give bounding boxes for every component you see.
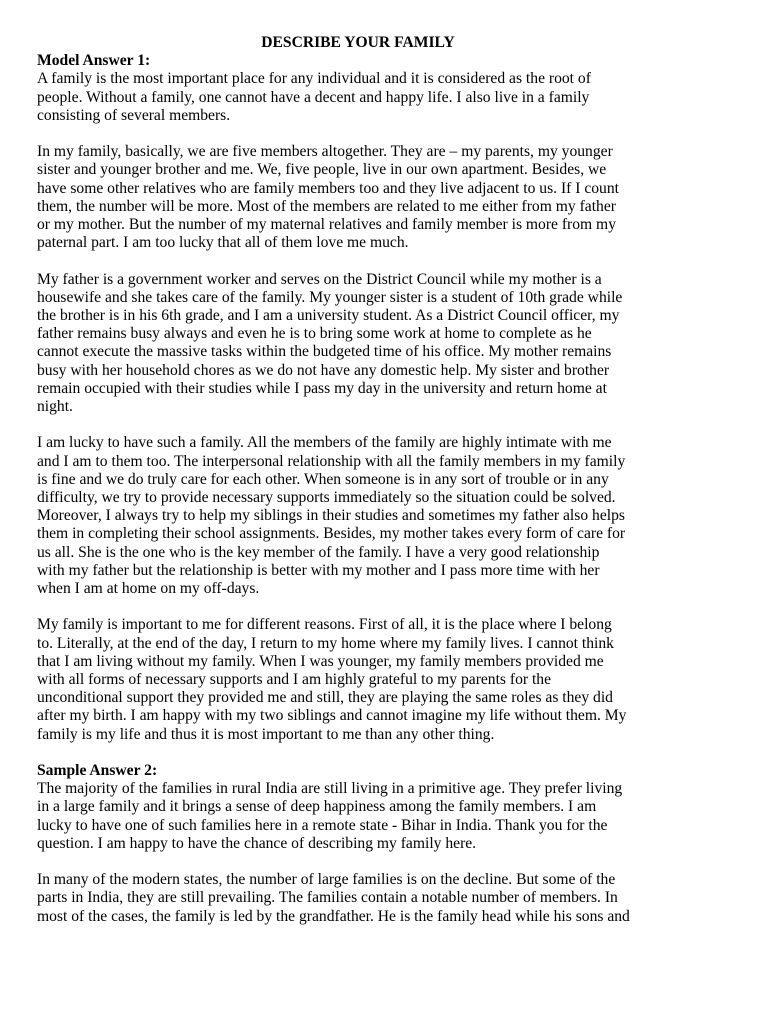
- text-line: The majority of the families in rural India are still living in a primitive age. They prefer living: [37, 780, 623, 798]
- text-line: paternal part. I am too lucky that all of them love me much.: [37, 234, 409, 252]
- paragraph: [37, 616, 677, 743]
- text-line: family is my life and thus it is most important to me than any other thing.: [37, 725, 495, 743]
- text-line: housewife and she takes care of the family. My younger sister is a student of 10th grade while: [37, 288, 623, 306]
- text-line: and I am to them too. The interpersonal relationship with all the family members in my family: [37, 452, 626, 470]
- text-line: or my mother. But the number of my maternal relatives and family member is more from my: [37, 216, 616, 234]
- text-line: lucky to have one of such families here in a remote state - Bihar in India. Thank you for the: [37, 816, 608, 834]
- text-line: when I am at home on my off-days.: [37, 580, 260, 598]
- text-line: father remains busy always and even he is to bring some work at home to complete as he: [37, 325, 592, 343]
- document-page: [37, 34, 677, 926]
- paragraph: [37, 871, 677, 926]
- text-line: them in completing their school assignments. Besides, my mother takes every form of care for: [37, 525, 626, 543]
- paragraph-spacer: [37, 252, 677, 270]
- text-line: to. Literally, at the end of the day, I return to my home where my family lives. I cannot think: [37, 634, 614, 652]
- paragraph-spacer: [37, 598, 677, 616]
- text-line: in a large family and it brings a sense of deep happiness among the family members. I am: [37, 798, 597, 816]
- paragraph-spacer: [37, 416, 677, 434]
- text-line: remain occupied with their studies while I pass my day in the university and return home at: [37, 379, 607, 397]
- text-line: with all forms of necessary supports and I am highly grateful to my parents for the: [37, 671, 552, 689]
- text-line: In many of the modern states, the number of large families is on the decline. But some of the: [37, 871, 616, 889]
- text-line: A family is the most important place for any individual and it is considered as the root of: [37, 70, 591, 88]
- paragraph: [37, 434, 677, 598]
- text-line: busy with her household chores as we do not have any domestic help. My sister and brother: [37, 361, 610, 379]
- paragraph: [37, 143, 677, 252]
- section-heading: Model Answer 1:: [37, 52, 151, 70]
- text-line: consisting of several members.: [37, 106, 231, 124]
- text-line: question. I am happy to have the chance of describing my family here.: [37, 834, 477, 852]
- text-line: them, the number will be more. Most of the members are related to me either from my father: [37, 197, 616, 215]
- text-line: unconditional support they provided me and still, they are playing the same roles as they did: [37, 689, 613, 707]
- text-line: is fine and we do truly care for each other. When someone is in any sort of trouble or in any: [37, 470, 609, 488]
- text-line: most of the cases, the family is led by the grandfather. He is the family head while his sons and: [37, 907, 630, 925]
- paragraph: [37, 70, 677, 125]
- text-line: Moreover, I always try to help my siblings in their studies and sometimes my father also helps: [37, 507, 625, 525]
- document-title: DESCRIBE YOUR FAMILY: [261, 34, 455, 51]
- section-heading: Sample Answer 2:: [37, 762, 158, 780]
- text-line: parts in India, they are still prevailing. The families contain a notable number of members. In: [37, 889, 618, 907]
- paragraph-spacer: [37, 853, 677, 871]
- text-line: difficulty, we try to provide necessary supports immediately so the situation could be solved.: [37, 489, 616, 507]
- text-line: night.: [37, 398, 73, 416]
- text-line: My family is important to me for different reasons. First of all, it is the place where I belong: [37, 616, 612, 634]
- paragraph: [37, 271, 677, 417]
- paragraph-spacer: [37, 125, 677, 143]
- paragraph: [37, 780, 677, 853]
- document-body: [37, 52, 677, 926]
- text-line: that I am living without my family. When I was younger, my family members provided me: [37, 652, 604, 670]
- text-line: with my father but the relationship is better with my mother and I pass more time with her: [37, 561, 600, 579]
- text-line: cannot execute the massive tasks within the budgeted time of his office. My mother remains: [37, 343, 612, 361]
- text-line: us all. She is the one who is the key member of the family. I have a very good relationship: [37, 543, 600, 561]
- text-line: the brother is in his 6th grade, and I am a university student. As a District Council officer, my: [37, 307, 620, 325]
- text-line: sister and younger brother and me. We, five people, live in our own apartment. Besides, we: [37, 161, 607, 179]
- text-line: after my birth. I am happy with my two siblings and cannot imagine my life without them. My: [37, 707, 627, 725]
- text-line: people. Without a family, one cannot have a decent and happy life. I also live in a family: [37, 88, 590, 106]
- text-line: have some other relatives who are family members too and they live adjacent to us. If I count: [37, 179, 619, 197]
- text-line: In my family, basically, we are five members altogether. They are – my parents, my younger: [37, 143, 613, 161]
- text-line: My father is a government worker and serves on the District Council while my mother is a: [37, 270, 602, 288]
- section-spacer: [37, 744, 677, 762]
- text-line: I am lucky to have such a family. All the members of the family are highly intimate with me: [37, 434, 612, 452]
